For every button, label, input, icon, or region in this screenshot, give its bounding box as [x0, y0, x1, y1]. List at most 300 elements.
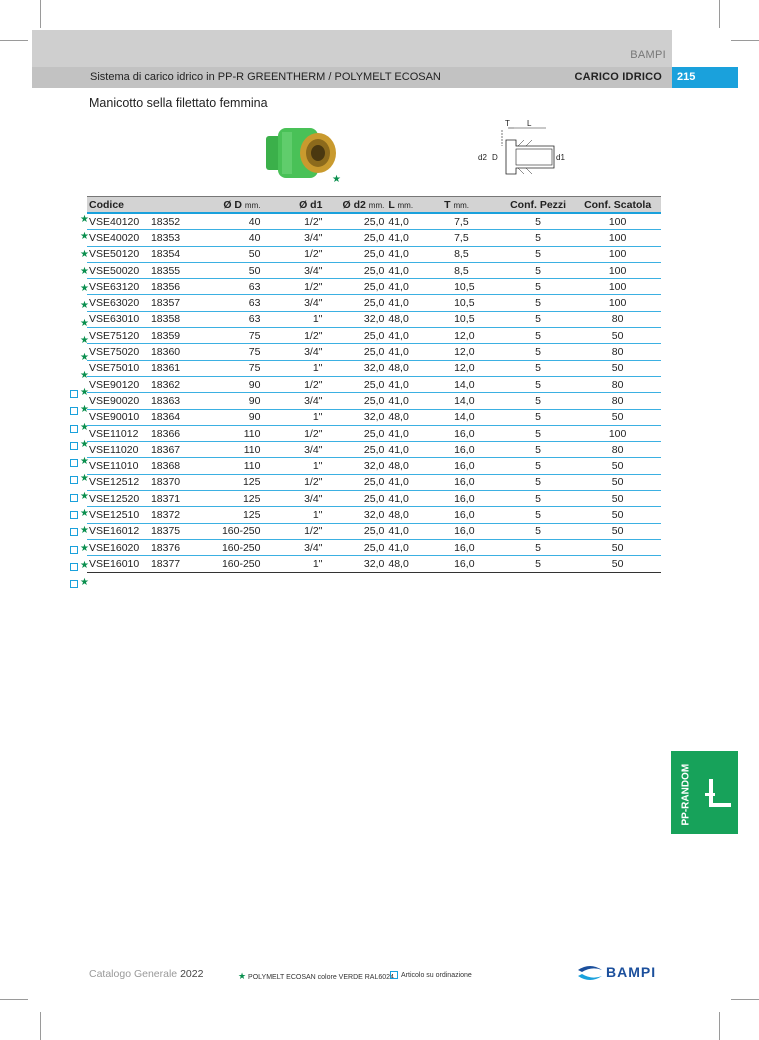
table-cell-T: 16,0 — [442, 556, 502, 572]
column-header — [324, 197, 386, 214]
column-header — [87, 197, 149, 214]
table-row — [87, 523, 661, 539]
table-row — [87, 213, 661, 230]
table-cell-scatola: 50 — [574, 458, 661, 474]
table-cell-pezzi: 5 — [502, 295, 574, 311]
table-cell-L: 41,0 — [386, 246, 442, 262]
table-cell-d2: 32,0 — [324, 556, 386, 572]
green-star-icon: ★ — [80, 456, 89, 468]
green-star-icon: ★ — [80, 335, 89, 347]
table-cell-D: 160-250 — [196, 539, 262, 555]
table-cell-d2: 25,0 — [324, 491, 386, 507]
product-title: Manicotto sella filettato femmina — [89, 96, 268, 110]
column-header — [442, 197, 502, 214]
header-subtitle: Sistema di carico idrico in PP-R GREENTHERM / POLYMELT ECOSAN — [90, 71, 441, 83]
table-cell-d1: 1" — [262, 311, 324, 327]
star-icon: ★ — [238, 971, 247, 981]
on-order-square-icon — [70, 407, 78, 415]
table-cell-ref: 18353 — [149, 230, 196, 246]
table-cell-scatola: 100 — [574, 279, 661, 295]
on-order-square-icon — [70, 459, 78, 467]
table-cell-pezzi: 5 — [502, 491, 574, 507]
table-cell-ref: 18359 — [149, 328, 196, 344]
on-order-square-icon — [70, 442, 78, 450]
table-cell-d1: 1" — [262, 556, 324, 572]
table-cell-D: 110 — [196, 442, 262, 458]
table-cell-L: 41,0 — [386, 442, 442, 458]
table-row — [87, 376, 661, 392]
table-cell-scatola: 100 — [574, 295, 661, 311]
table-cell-L: 41,0 — [386, 262, 442, 278]
page-number-box — [672, 67, 738, 88]
table-cell-L: 48,0 — [386, 311, 442, 327]
table-cell-ref: 18357 — [149, 295, 196, 311]
table-cell-d2: 32,0 — [324, 458, 386, 474]
table-cell-ref: 18356 — [149, 279, 196, 295]
table-cell-d2: 25,0 — [324, 442, 386, 458]
table-row — [87, 425, 661, 441]
footer-year: 2022 — [180, 968, 204, 980]
table-cell-pezzi: 5 — [502, 458, 574, 474]
table-row — [87, 458, 661, 474]
table-cell-scatola: 100 — [574, 262, 661, 278]
crop-mark — [0, 999, 28, 1000]
table-cell-d2: 25,0 — [324, 376, 386, 392]
table-cell-d2: 25,0 — [324, 295, 386, 311]
pipe-tee-icon — [703, 775, 735, 811]
table-cell-scatola: 80 — [574, 344, 661, 360]
table-row — [87, 393, 661, 409]
table-cell-d1: 1/2" — [262, 474, 324, 490]
green-star-icon: ★ — [80, 421, 89, 433]
table-cell-pezzi: 5 — [502, 246, 574, 262]
table-cell-code: VSE50120 — [87, 246, 149, 262]
table-header-row — [87, 197, 661, 214]
on-order-square-icon — [70, 511, 78, 519]
table-cell-ref: 18371 — [149, 491, 196, 507]
table-cell-d1: 1" — [262, 360, 324, 376]
table-row — [87, 442, 661, 458]
table-cell-d1: 1/2" — [262, 425, 324, 441]
table-cell-d2: 32,0 — [324, 311, 386, 327]
table-cell-code: VSE40120 — [87, 213, 149, 230]
crop-mark — [731, 40, 759, 41]
legend-star-text: POLYMELT ECOSAN colore VERDE RAL6024 — [248, 974, 394, 981]
table-cell-D: 75 — [196, 328, 262, 344]
table-cell-scatola: 100 — [574, 230, 661, 246]
table-cell-D: 75 — [196, 360, 262, 376]
table-cell-pezzi: 5 — [502, 523, 574, 539]
table-cell-T: 16,0 — [442, 458, 502, 474]
row-marker — [66, 576, 90, 593]
column-header — [386, 197, 442, 214]
table-cell-code: VSE75020 — [87, 344, 149, 360]
table-row — [87, 539, 661, 555]
table-cell-L: 41,0 — [386, 425, 442, 441]
table-cell-code: VSE75010 — [87, 360, 149, 376]
table-cell-pezzi: 5 — [502, 328, 574, 344]
table-cell-scatola: 100 — [574, 213, 661, 230]
table-cell-ref: 18354 — [149, 246, 196, 262]
diagram-label-d1: d1 — [556, 153, 565, 162]
on-order-square-icon — [70, 563, 78, 571]
table-cell-d1: 3/4" — [262, 230, 324, 246]
table-cell-pezzi: 5 — [502, 539, 574, 555]
table-cell-d2: 32,0 — [324, 360, 386, 376]
table-cell-L: 41,0 — [386, 279, 442, 295]
green-star-icon: ★ — [80, 577, 89, 589]
table-cell-pezzi: 5 — [502, 409, 574, 425]
header-top — [32, 30, 672, 67]
green-star-icon: ★ — [80, 438, 89, 450]
table-cell-T: 10,5 — [442, 311, 502, 327]
table-cell-code: VSE16010 — [87, 556, 149, 572]
table-cell-code: VSE90010 — [87, 409, 149, 425]
table-cell-L: 48,0 — [386, 507, 442, 523]
table-cell-scatola: 50 — [574, 409, 661, 425]
table-cell-pezzi: 5 — [502, 507, 574, 523]
green-star-icon: ★ — [80, 214, 89, 225]
table-cell-scatola: 50 — [574, 360, 661, 376]
table-cell-code: VSE16012 — [87, 523, 149, 539]
table-cell-D: 63 — [196, 279, 262, 295]
on-order-square-icon — [70, 580, 78, 588]
table-cell-T: 16,0 — [442, 523, 502, 539]
table-cell-T: 16,0 — [442, 474, 502, 490]
table-cell-L: 41,0 — [386, 230, 442, 246]
crop-mark — [0, 40, 28, 41]
table-row — [87, 360, 661, 376]
column-header-unit: mm. — [453, 200, 469, 210]
header-brand: BAMPI — [630, 49, 666, 61]
table-row — [87, 507, 661, 523]
table-row — [87, 474, 661, 490]
green-star-icon: ★ — [80, 542, 89, 554]
table-cell-D: 50 — [196, 262, 262, 278]
table-cell-D: 125 — [196, 474, 262, 490]
table-cell-T: 7,5 — [442, 213, 502, 230]
table-cell-d1: 3/4" — [262, 295, 324, 311]
column-header-label: Codice — [89, 198, 125, 211]
table-cell-D: 63 — [196, 295, 262, 311]
table-row — [87, 409, 661, 425]
table-cell-d1: 3/4" — [262, 442, 324, 458]
column-header-unit: mm. — [368, 200, 385, 210]
table-cell-d1: 1/2" — [262, 213, 324, 230]
column-header-label: Conf. Scatola — [584, 198, 652, 211]
table-row — [87, 246, 661, 262]
table-cell-T: 14,0 — [442, 409, 502, 425]
table-cell-d2: 25,0 — [324, 425, 386, 441]
table-cell-L: 48,0 — [386, 409, 442, 425]
diagram-label-t: T — [505, 119, 510, 128]
table-cell-scatola: 50 — [574, 507, 661, 523]
column-header-label: T — [444, 198, 451, 211]
table-cell-D: 90 — [196, 409, 262, 425]
table-cell-T: 16,0 — [442, 425, 502, 441]
table-cell-d1: 1/2" — [262, 376, 324, 392]
table-cell-T: 16,0 — [442, 507, 502, 523]
table-cell-ref: 18352 — [149, 213, 196, 230]
table-cell-T: 10,5 — [442, 279, 502, 295]
table-cell-D: 40 — [196, 230, 262, 246]
table-cell-D: 90 — [196, 393, 262, 409]
table-cell-d1: 3/4" — [262, 539, 324, 555]
table-cell-scatola: 100 — [574, 425, 661, 441]
green-star-icon: ★ — [80, 490, 89, 502]
legend-square — [390, 971, 472, 979]
table-cell-code: VSE90020 — [87, 393, 149, 409]
green-star-icon: ★ — [80, 369, 89, 381]
table-row — [87, 344, 661, 360]
table-cell-D: 110 — [196, 458, 262, 474]
table-cell-D: 125 — [196, 507, 262, 523]
table-row — [87, 311, 661, 327]
table-cell-d1: 1/2" — [262, 246, 324, 262]
green-star-icon: ★ — [80, 508, 89, 520]
table-cell-d2: 25,0 — [324, 328, 386, 344]
table-cell-pezzi: 5 — [502, 393, 574, 409]
table-cell-d1: 3/4" — [262, 262, 324, 278]
table-cell-ref: 18376 — [149, 539, 196, 555]
table-cell-pezzi: 5 — [502, 360, 574, 376]
table-cell-scatola: 50 — [574, 474, 661, 490]
table-cell-d1: 3/4" — [262, 491, 324, 507]
table-cell-code: VSE63010 — [87, 311, 149, 327]
table-cell-pezzi: 5 — [502, 474, 574, 490]
bampi-logo — [576, 963, 666, 983]
column-header-label: Ø D — [223, 198, 242, 211]
column-header-unit: mm. — [244, 200, 261, 210]
table-cell-pezzi: 5 — [502, 213, 574, 230]
crop-mark — [40, 0, 41, 28]
table-cell-ref: 18375 — [149, 523, 196, 539]
table-cell-D: 110 — [196, 425, 262, 441]
table-cell-d2: 25,0 — [324, 213, 386, 230]
table-cell-D: 90 — [196, 376, 262, 392]
table-cell-d2: 25,0 — [324, 523, 386, 539]
footer-catalog — [89, 968, 203, 980]
crop-mark — [731, 999, 759, 1000]
table-cell-code: VSE50020 — [87, 262, 149, 278]
green-star-icon: ★ — [80, 231, 89, 243]
table-cell-code: VSE12520 — [87, 491, 149, 507]
green-star-icon: ★ — [80, 404, 89, 416]
green-star-icon: ★ — [80, 283, 89, 295]
column-header — [196, 197, 262, 214]
table-cell-D: 160-250 — [196, 556, 262, 572]
table-cell-d1: 3/4" — [262, 344, 324, 360]
table-cell-T: 8,5 — [442, 246, 502, 262]
table-cell-scatola: 80 — [574, 311, 661, 327]
green-star-icon: ★ — [80, 473, 89, 485]
column-header-label: Ø d1 — [299, 198, 323, 211]
logo-text: BAMPI — [606, 964, 657, 980]
diagram-label-d2: d2 — [478, 153, 487, 162]
crop-mark — [40, 1012, 41, 1040]
crop-mark — [719, 1012, 720, 1040]
table-row — [87, 295, 661, 311]
table-cell-code: VSE16020 — [87, 539, 149, 555]
table-cell-code: VSE40020 — [87, 230, 149, 246]
table-cell-L: 41,0 — [386, 491, 442, 507]
table-cell-d2: 32,0 — [324, 507, 386, 523]
table-cell-scatola: 50 — [574, 523, 661, 539]
table-cell-d1: 1/2" — [262, 523, 324, 539]
table-cell-ref: 18364 — [149, 409, 196, 425]
table-cell-scatola: 80 — [574, 393, 661, 409]
table-cell-T: 12,0 — [442, 360, 502, 376]
table-cell-d1: 1" — [262, 458, 324, 474]
green-star-icon: ★ — [332, 174, 341, 184]
header-section: CARICO IDRICO — [574, 71, 662, 83]
table-cell-L: 41,0 — [386, 344, 442, 360]
table-cell-ref: 18361 — [149, 360, 196, 376]
table-cell-L: 48,0 — [386, 458, 442, 474]
legend-square-text: Articolo su ordinazione — [401, 971, 472, 979]
table-cell-d2: 25,0 — [324, 539, 386, 555]
table-cell-d1: 1" — [262, 507, 324, 523]
table-cell-code: VSE11020 — [87, 442, 149, 458]
table-cell-code: VSE75120 — [87, 328, 149, 344]
table-cell-pezzi: 5 — [502, 311, 574, 327]
side-tab-label: PP-RANDOM — [680, 763, 692, 826]
green-star-icon: ★ — [80, 525, 89, 537]
table-cell-pezzi: 5 — [502, 262, 574, 278]
table-cell-d2: 25,0 — [324, 262, 386, 278]
table-cell-d1: 1" — [262, 409, 324, 425]
table-cell-L: 41,0 — [386, 376, 442, 392]
table-cell-T: 12,0 — [442, 344, 502, 360]
page-number: 215 — [677, 71, 696, 83]
table-cell-code: VSE90120 — [87, 376, 149, 392]
green-star-icon: ★ — [80, 300, 89, 312]
column-header-label: L — [388, 198, 395, 211]
table-row — [87, 556, 661, 572]
table-row — [87, 279, 661, 295]
table-cell-D: 50 — [196, 246, 262, 262]
table-cell-T: 16,0 — [442, 442, 502, 458]
product-photo — [258, 122, 348, 184]
green-star-icon: ★ — [80, 559, 89, 571]
square-icon — [390, 971, 398, 979]
green-star-icon: ★ — [80, 248, 89, 260]
table-cell-L: 41,0 — [386, 474, 442, 490]
table-cell-pezzi: 5 — [502, 230, 574, 246]
table-cell-ref: 18360 — [149, 344, 196, 360]
logo-swoosh-icon — [576, 964, 604, 982]
table-cell-d2: 25,0 — [324, 393, 386, 409]
table-cell-D: 40 — [196, 213, 262, 230]
table-cell-ref: 18367 — [149, 442, 196, 458]
table-cell-L: 41,0 — [386, 523, 442, 539]
table-row — [87, 491, 661, 507]
table-cell-D: 125 — [196, 491, 262, 507]
diagram-label-l: L — [527, 119, 532, 128]
table-cell-scatola: 80 — [574, 376, 661, 392]
table-cell-ref: 18358 — [149, 311, 196, 327]
table-cell-d1: 1/2" — [262, 279, 324, 295]
table-cell-code: VSE12512 — [87, 474, 149, 490]
on-order-square-icon — [70, 390, 78, 398]
table-cell-pezzi: 5 — [502, 425, 574, 441]
header-bar — [32, 67, 672, 88]
column-header-label: Ø d2 — [342, 198, 366, 211]
table-cell-d2: 25,0 — [324, 279, 386, 295]
table-cell-code: VSE12510 — [87, 507, 149, 523]
table-cell-pezzi: 5 — [502, 556, 574, 572]
table-cell-ref: 18368 — [149, 458, 196, 474]
legend-star — [238, 971, 394, 982]
side-tab — [671, 751, 738, 834]
table-cell-scatola: 100 — [574, 246, 661, 262]
table-cell-d1: 3/4" — [262, 393, 324, 409]
table-cell-L: 41,0 — [386, 393, 442, 409]
table-cell-T: 16,0 — [442, 539, 502, 555]
table-cell-D: 63 — [196, 311, 262, 327]
table-cell-ref: 18362 — [149, 376, 196, 392]
table-cell-ref: 18363 — [149, 393, 196, 409]
table-cell-scatola: 50 — [574, 491, 661, 507]
table-row — [87, 230, 661, 246]
table-cell-scatola: 80 — [574, 442, 661, 458]
column-header — [574, 197, 661, 214]
table-cell-code: VSE11010 — [87, 458, 149, 474]
technical-diagram — [476, 116, 576, 184]
on-order-square-icon — [70, 494, 78, 502]
footer-catalog-label: Catalogo Generale — [89, 968, 178, 980]
table-cell-ref: 18355 — [149, 262, 196, 278]
column-header-label: Conf. Pezzi — [510, 198, 567, 211]
table-row — [87, 328, 661, 344]
green-star-icon: ★ — [80, 317, 89, 329]
table-row — [87, 262, 661, 278]
table-cell-d2: 25,0 — [324, 474, 386, 490]
table-cell-scatola: 50 — [574, 539, 661, 555]
table-cell-ref: 18366 — [149, 425, 196, 441]
table-cell-code: VSE11012 — [87, 425, 149, 441]
table-cell-scatola: 50 — [574, 328, 661, 344]
green-star-icon: ★ — [80, 265, 89, 277]
table-cell-T: 16,0 — [442, 491, 502, 507]
table-cell-code: VSE63020 — [87, 295, 149, 311]
table-cell-d2: 32,0 — [324, 409, 386, 425]
table-cell-L: 41,0 — [386, 328, 442, 344]
table-cell-L: 41,0 — [386, 295, 442, 311]
table-cell-D: 160-250 — [196, 523, 262, 539]
table-cell-d1: 1/2" — [262, 328, 324, 344]
diagram-label-d: D — [492, 153, 498, 162]
table-cell-d2: 25,0 — [324, 344, 386, 360]
table-cell-T: 7,5 — [442, 230, 502, 246]
table-cell-scatola: 50 — [574, 556, 661, 572]
table-cell-T: 14,0 — [442, 376, 502, 392]
table-cell-pezzi: 5 — [502, 279, 574, 295]
table-cell-ref: 18377 — [149, 556, 196, 572]
column-header — [149, 197, 196, 214]
table-cell-d2: 25,0 — [324, 230, 386, 246]
column-header-unit: mm. — [397, 200, 414, 210]
crop-mark — [719, 0, 720, 28]
table-cell-D: 75 — [196, 344, 262, 360]
table-cell-T: 14,0 — [442, 393, 502, 409]
table-cell-pezzi: 5 — [502, 376, 574, 392]
on-order-square-icon — [70, 425, 78, 433]
table-cell-L: 48,0 — [386, 360, 442, 376]
table-cell-T: 8,5 — [442, 262, 502, 278]
on-order-square-icon — [70, 546, 78, 554]
table-cell-L: 41,0 — [386, 539, 442, 555]
